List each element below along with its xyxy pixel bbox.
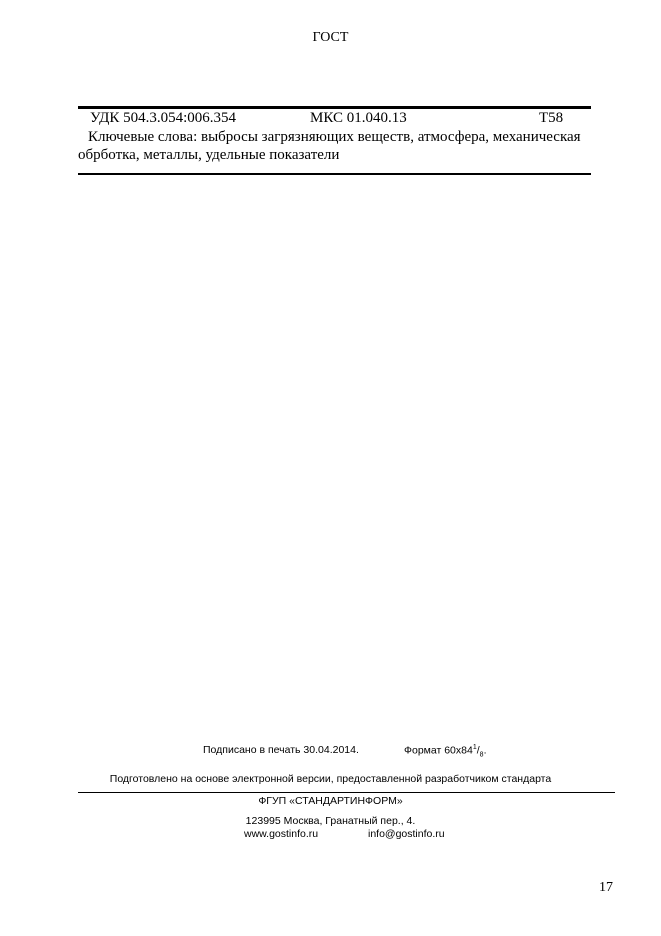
- keywords-bottom-rule: [78, 173, 591, 175]
- signed-to-print: Подписано в печать 30.04.2014.: [203, 744, 359, 756]
- mks-code: МКС 01.040.13: [310, 110, 407, 126]
- udk-code: УДК 504.3.054:006.354: [90, 110, 237, 126]
- print-format: Формат $60x84^1/_8$.: [404, 744, 487, 759]
- publisher-address: 123995 Москва, Гранатный пер., 4.: [245, 815, 416, 827]
- format-denominator: 8: [479, 751, 484, 759]
- publisher-name: ФГУП «СТАНДАРТИНФОРМ»: [258, 795, 403, 807]
- imprint-rule: [78, 792, 615, 793]
- email-link[interactable]: info@gostinfo.ru: [368, 828, 445, 840]
- top-rule: [78, 106, 591, 109]
- format-numerator: 1: [472, 744, 477, 751]
- keywords-text: Ключевые слова: выбросы загрязняющих веществ, атмосфера, механическая обрботка, металлы, удельные показатели: [78, 129, 581, 163]
- website-link[interactable]: www.gostinfo.ru: [244, 828, 319, 840]
- running-header: ГОСТ: [312, 30, 349, 45]
- format-label: Формат 60x84: [404, 744, 473, 757]
- classification-code: Т58: [539, 110, 564, 126]
- prepared-note: Подготовлено на основе электронной версии, предоставленной разработчиком стандарта: [109, 773, 552, 785]
- page-number: 17: [599, 880, 613, 895]
- format-end: .: [483, 744, 487, 757]
